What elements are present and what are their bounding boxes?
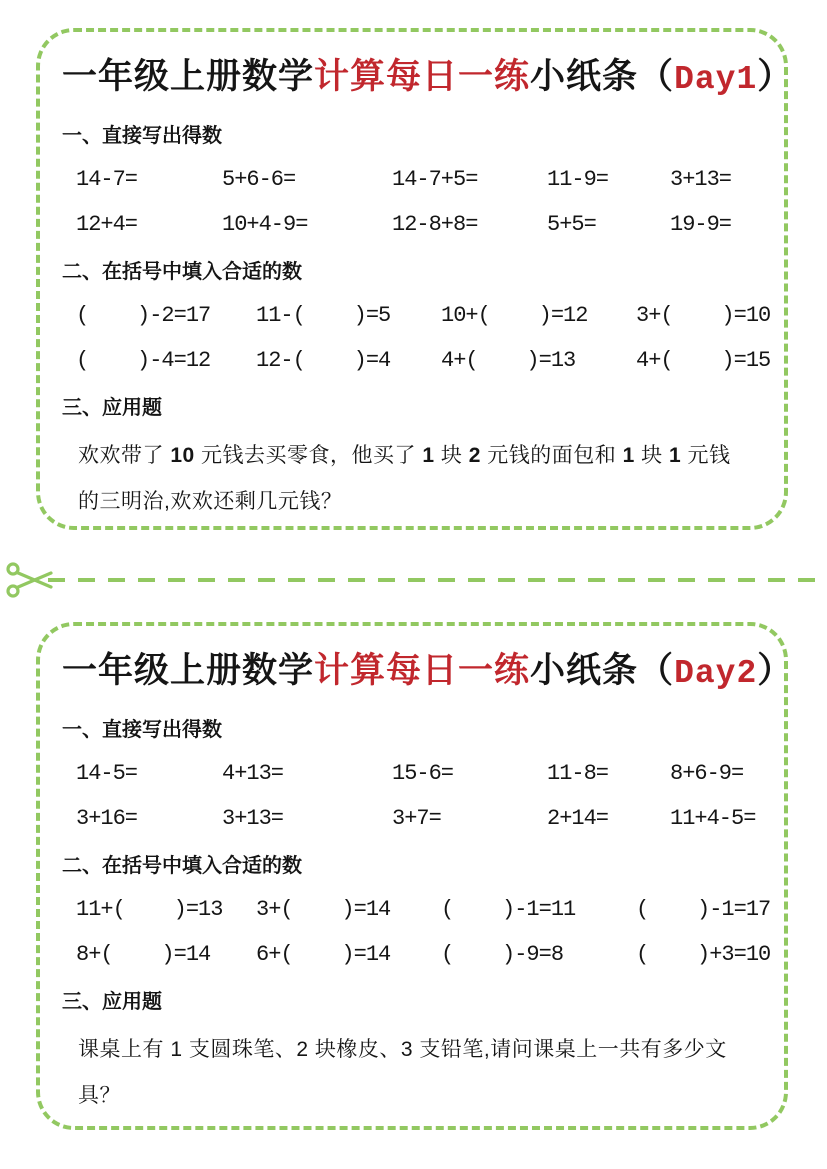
problem-row xyxy=(76,166,754,194)
title-highlight: 计算每日一练 xyxy=(314,57,531,96)
math-problem: 3+7= xyxy=(392,806,441,831)
section3-heading: 三、应用题 xyxy=(62,397,162,419)
math-problem: 12-( )=4 xyxy=(256,348,391,373)
math-problem: 4+( )=15 xyxy=(636,348,771,373)
math-problem: ( )-2=17 xyxy=(76,303,211,328)
dashed-cut-line xyxy=(48,578,827,582)
math-problem: 10+( )=12 xyxy=(441,303,588,328)
math-problem: 8+( )=14 xyxy=(76,942,211,967)
math-problem: 4+13= xyxy=(222,761,284,786)
math-problem: 10+4-9= xyxy=(222,212,308,237)
word-problem: 课桌上有 1 支圆珠笔、2 块橡皮、3 支铅笔,请问课桌上一共有多少文具？ xyxy=(78,1038,727,1107)
title-suffix: 小纸条 xyxy=(530,57,639,96)
math-problem: 11+( )=13 xyxy=(76,897,223,922)
title-paren-close: ） xyxy=(757,651,794,690)
math-problem: 14-5= xyxy=(76,761,138,786)
section2-heading: 二、在括号中填入合适的数 xyxy=(62,261,302,283)
math-problem: 3+13= xyxy=(670,167,732,192)
problem-row xyxy=(76,896,771,924)
math-problem: 3+( )=10 xyxy=(636,303,771,328)
math-problem: 2+14= xyxy=(547,806,609,831)
math-problem: 11-9= xyxy=(547,167,609,192)
problem-row xyxy=(76,760,754,788)
math-problem: ( )-9=8 xyxy=(441,942,564,967)
title-prefix: 一年级上册数学 xyxy=(62,651,315,690)
title-paren-open: （ xyxy=(638,651,675,690)
title-highlight: 计算每日一练 xyxy=(314,651,531,690)
day2-title xyxy=(62,648,794,697)
day-number: Day2 xyxy=(674,655,758,692)
math-problem: 19-9= xyxy=(670,212,732,237)
math-problem: 11+4-5= xyxy=(670,806,756,831)
section1-heading: 一、直接写出得数 xyxy=(62,125,222,147)
math-problem: 14-7+5= xyxy=(392,167,478,192)
section2-heading: 二、在括号中填入合适的数 xyxy=(62,855,302,877)
math-problem: 11-8= xyxy=(547,761,609,786)
math-problem: 3+( )=14 xyxy=(256,897,391,922)
section3-heading: 三、应用题 xyxy=(62,991,162,1013)
cut-line-row xyxy=(0,556,827,604)
section1-heading: 一、直接写出得数 xyxy=(62,719,222,741)
problem-row xyxy=(76,805,754,833)
math-problem: 15-6= xyxy=(392,761,454,786)
day-number: Day1 xyxy=(674,61,758,98)
title-prefix: 一年级上册数学 xyxy=(62,57,315,96)
math-problem: 6+( )=14 xyxy=(256,942,391,967)
math-problem: 14-7= xyxy=(76,167,138,192)
math-problem: 11-( )=5 xyxy=(256,303,391,328)
math-problem: ( )-1=17 xyxy=(636,897,771,922)
scissors-icon xyxy=(6,558,54,602)
math-problem: 5+5= xyxy=(547,212,596,237)
title-paren-open: （ xyxy=(638,57,675,96)
title-suffix: 小纸条 xyxy=(530,651,639,690)
problem-row xyxy=(76,941,771,969)
problem-row xyxy=(76,302,771,330)
math-problem: ( )-4=12 xyxy=(76,348,211,373)
math-problem: 4+( )=13 xyxy=(441,348,576,373)
math-problem: ( )-1=11 xyxy=(441,897,576,922)
day2-card xyxy=(36,622,794,1130)
math-problem: 3+16= xyxy=(76,806,138,831)
problem-row xyxy=(76,347,771,375)
day1-card xyxy=(36,28,794,530)
title-paren-close: ） xyxy=(757,57,794,96)
math-problem: 5+6-6= xyxy=(222,167,296,192)
math-problem: 12+4= xyxy=(76,212,138,237)
math-problem: 3+13= xyxy=(222,806,284,831)
math-problem: 12-8+8= xyxy=(392,212,478,237)
math-problem: 8+6-9= xyxy=(670,761,744,786)
day1-title xyxy=(62,54,794,103)
math-problem: ( )+3=10 xyxy=(636,942,771,967)
problem-row xyxy=(76,211,754,239)
word-problem: 欢欢带了 10 元钱去买零食，他买了 1 块 2 元钱的面包和 1 块 1 元钱的三明治,欢欢还剩几元钱？ xyxy=(78,444,731,513)
